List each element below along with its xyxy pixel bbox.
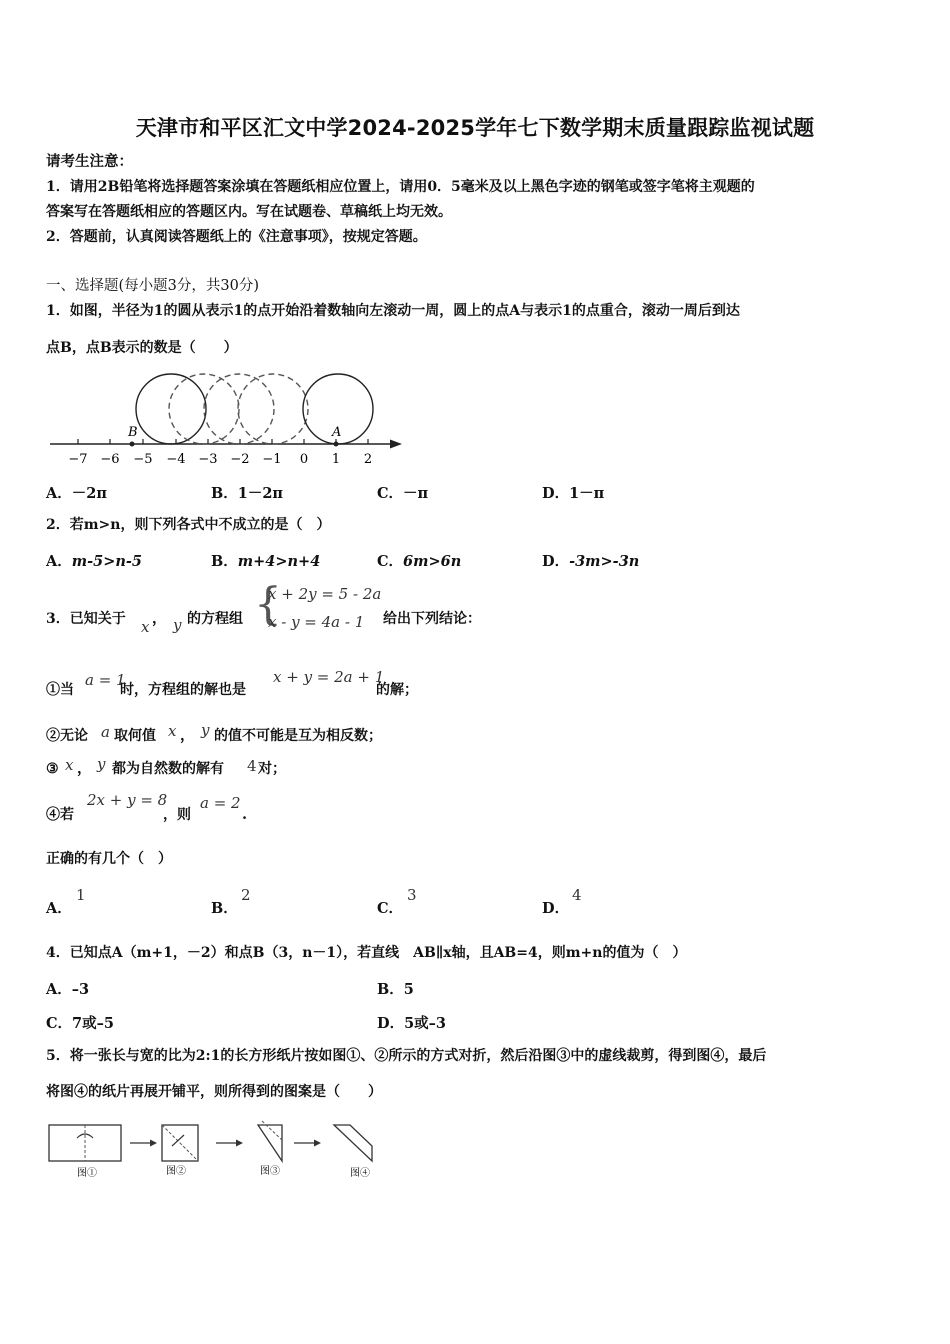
option-letter: B． xyxy=(211,900,238,917)
q5-stem-line-2: 将图④的纸片再展开铺平，则所得到的图案是（ ） xyxy=(46,1084,382,1100)
option-value: 1 xyxy=(76,886,86,904)
q1-option-a[interactable]: A．－2π xyxy=(46,485,107,502)
tick-label: −6 xyxy=(100,452,120,467)
q2-option-d[interactable] xyxy=(542,550,639,571)
q1-option-c[interactable]: C．－π xyxy=(377,485,429,502)
q3-var-y: y xyxy=(173,616,182,634)
q5-stem-line-1: 5．将一张长与宽的比为2:1的长方形纸片按如图①、②所示的方式对折，然后沿图③中的虚线裁剪，得到图④，最后 xyxy=(46,1048,767,1064)
q3-conclusion-3-sep: ， xyxy=(77,760,92,777)
q1-number-line-figure xyxy=(40,365,410,470)
q3-conclusion-1-condition: a = 1 xyxy=(85,671,126,689)
fig4-label: 图④ xyxy=(350,1168,370,1179)
tick-label: −5 xyxy=(133,452,153,467)
label-a: A xyxy=(332,425,342,440)
q3-conclusion-1-equation: x + y = 2a + 1 xyxy=(273,668,385,686)
point-a xyxy=(334,442,339,447)
q3-question: 正确的有几个（ ） xyxy=(46,851,172,867)
tick-label: 2 xyxy=(363,452,373,467)
q3-conclusion-3-count: 4 xyxy=(247,757,257,775)
q3-option-a[interactable] xyxy=(46,886,146,918)
fig2-label: 图② xyxy=(166,1166,186,1177)
fig2-fold-line xyxy=(162,1125,198,1161)
option-letter: D． xyxy=(542,553,570,570)
q3-conclusion-4-pre: ④若 xyxy=(46,807,74,823)
option-letter: A． xyxy=(46,900,72,917)
circle-rolling-1 xyxy=(169,374,239,444)
equation-brace-icon: { xyxy=(254,579,282,630)
fig3-triangle xyxy=(258,1125,282,1161)
arrow-1-icon xyxy=(150,1140,157,1147)
notice-heading: 请考生注意： xyxy=(46,153,133,170)
q3-conclusion-2-a: a xyxy=(101,723,110,741)
option-letter: B． xyxy=(211,553,238,570)
q3-prefix: 3．已知关于 xyxy=(46,611,126,627)
option-value: 4 xyxy=(572,886,582,904)
option-value: 3 xyxy=(407,886,417,904)
point-b xyxy=(130,442,135,447)
q3-conclusion-4-result: a = 2 xyxy=(200,794,241,812)
q4-option-b[interactable]: B．5 xyxy=(377,981,414,998)
q3-conclusion-2-pre: ②无论 xyxy=(46,728,88,744)
tick-label: 0 xyxy=(299,452,309,467)
fig3-cut-line xyxy=(262,1121,282,1140)
q1-stem-line-1: 1．如图，半径为1的圆从表示1的点开始沿着数轴向左滚动一周，圆上的点A与表示1的点重合，滚动一周后到达 xyxy=(46,303,740,319)
option-expression: 6m>6n xyxy=(403,553,462,570)
q5-folding-figure xyxy=(44,1118,394,1183)
option-expression: m-5>n-5 xyxy=(71,553,143,570)
notice-item-1-line-2: 答案写在答题纸相应的答题区内。写在试题卷、草稿纸上均无效。 xyxy=(46,204,452,220)
fig3-label: 图③ xyxy=(260,1166,280,1177)
q3-option-c[interactable] xyxy=(377,886,477,918)
option-letter: D． xyxy=(542,900,570,917)
notice-item-1-line-1: 1．请用2B铅笔将选择题答案涂填在答题纸相应位置上，请用0．5毫米及以上黑色字迹的钢笔或签字笔将主观题的 xyxy=(46,179,755,195)
tick-label: −1 xyxy=(262,452,282,467)
q3-conclusion-2-sep: ， xyxy=(180,727,195,744)
q1-stem-line-2: 点B，点B表示的数是（ ） xyxy=(46,340,238,356)
q4-option-d[interactable]: D．5或–3 xyxy=(377,1015,447,1032)
q3-sep: ， xyxy=(152,610,167,627)
q3-conclusion-3-x: x xyxy=(65,756,74,774)
tick-label: −2 xyxy=(230,452,250,467)
q3-conclusion-4-post: . xyxy=(242,806,248,823)
tick-label: −7 xyxy=(68,452,88,467)
q3-conclusion-1-pre: ①当 xyxy=(46,682,74,698)
q3-conclusion-1-post: 的解； xyxy=(376,682,418,698)
q3-conclusion-3-post: 对； xyxy=(258,761,286,777)
q3-conclusion-1-mid: 时，方程组的解也是 xyxy=(120,682,246,698)
q3-conclusion-3-y: y xyxy=(97,755,106,773)
tick-labels xyxy=(68,452,372,467)
q3-conclusion-2-mid: 取何值 xyxy=(114,728,156,744)
notice-item-2: 2．答题前，认真阅读答题纸上的《注意事项》，按规定答题。 xyxy=(46,229,427,245)
option-expression: m+4>n+4 xyxy=(237,553,321,570)
option-letter: C． xyxy=(377,553,404,570)
axis-arrow-icon xyxy=(390,440,402,449)
q2-option-a[interactable] xyxy=(46,550,142,571)
q3-equation-1: x + 2y = 5 - 2a xyxy=(268,585,382,603)
q3-conclusion-3-mid: 都为自然数的解有 xyxy=(112,761,224,777)
tick-label: 1 xyxy=(331,452,341,467)
q1-option-d[interactable]: D．1－π xyxy=(542,485,605,502)
q3-var-x: x xyxy=(141,618,150,636)
q3-suffix: 给出下列结论： xyxy=(383,611,481,627)
option-letter: C． xyxy=(377,900,404,917)
option-expression: -3m>-3n xyxy=(569,553,640,570)
q3-option-b[interactable] xyxy=(211,886,311,918)
fig1-label: 图① xyxy=(77,1168,97,1179)
option-letter: A． xyxy=(46,553,72,570)
q4-option-c[interactable]: C．7或–5 xyxy=(46,1015,114,1032)
q3-conclusion-4-mid: ，则 xyxy=(163,807,191,823)
q1-option-b[interactable]: B．1－2π xyxy=(211,485,284,502)
q3-conclusion-2-post: 的值不可能是互为相反数； xyxy=(214,728,382,744)
q2-stem: 2．若m>n，则下列各式中不成立的是（ ） xyxy=(46,517,331,533)
fig4-shape xyxy=(334,1125,372,1161)
q4-stem: 4．已知点A（m+1，－2）和点B（3，n－1），若直线 AB∥x轴，且AB=4，则m+n的值为（ ） xyxy=(46,945,687,961)
section-heading: 一、选择题(每小题3分，共30分) xyxy=(46,278,259,294)
q3-option-d[interactable] xyxy=(542,886,642,918)
q3-conclusion-3-pre: ③ xyxy=(46,761,59,777)
q2-option-c[interactable] xyxy=(377,550,461,571)
arrow-3-icon xyxy=(314,1140,321,1147)
label-b: B xyxy=(128,425,138,440)
circle-start-b xyxy=(136,374,206,444)
arrow-2-icon xyxy=(236,1140,243,1147)
q3-equation-2: x - y = 4a - 1 xyxy=(268,613,365,631)
q3-conclusion-4-equation: 2x + y = 8 xyxy=(87,791,168,809)
page-title: 天津市和平区汇文中学2024-2025学年七下数学期末质量跟踪监视试题 xyxy=(135,116,815,140)
tick-label: −4 xyxy=(166,452,186,467)
tick-label: −3 xyxy=(198,452,218,467)
q4-option-a[interactable]: A．–3 xyxy=(46,981,90,998)
q2-option-b[interactable] xyxy=(211,550,320,571)
option-value: 2 xyxy=(241,886,251,904)
q3-conclusion-2-x: x xyxy=(168,722,177,740)
q3-mid: 的方程组 xyxy=(187,611,243,627)
q3-conclusion-2-y: y xyxy=(201,721,210,739)
circle-rolling-3 xyxy=(238,374,308,444)
